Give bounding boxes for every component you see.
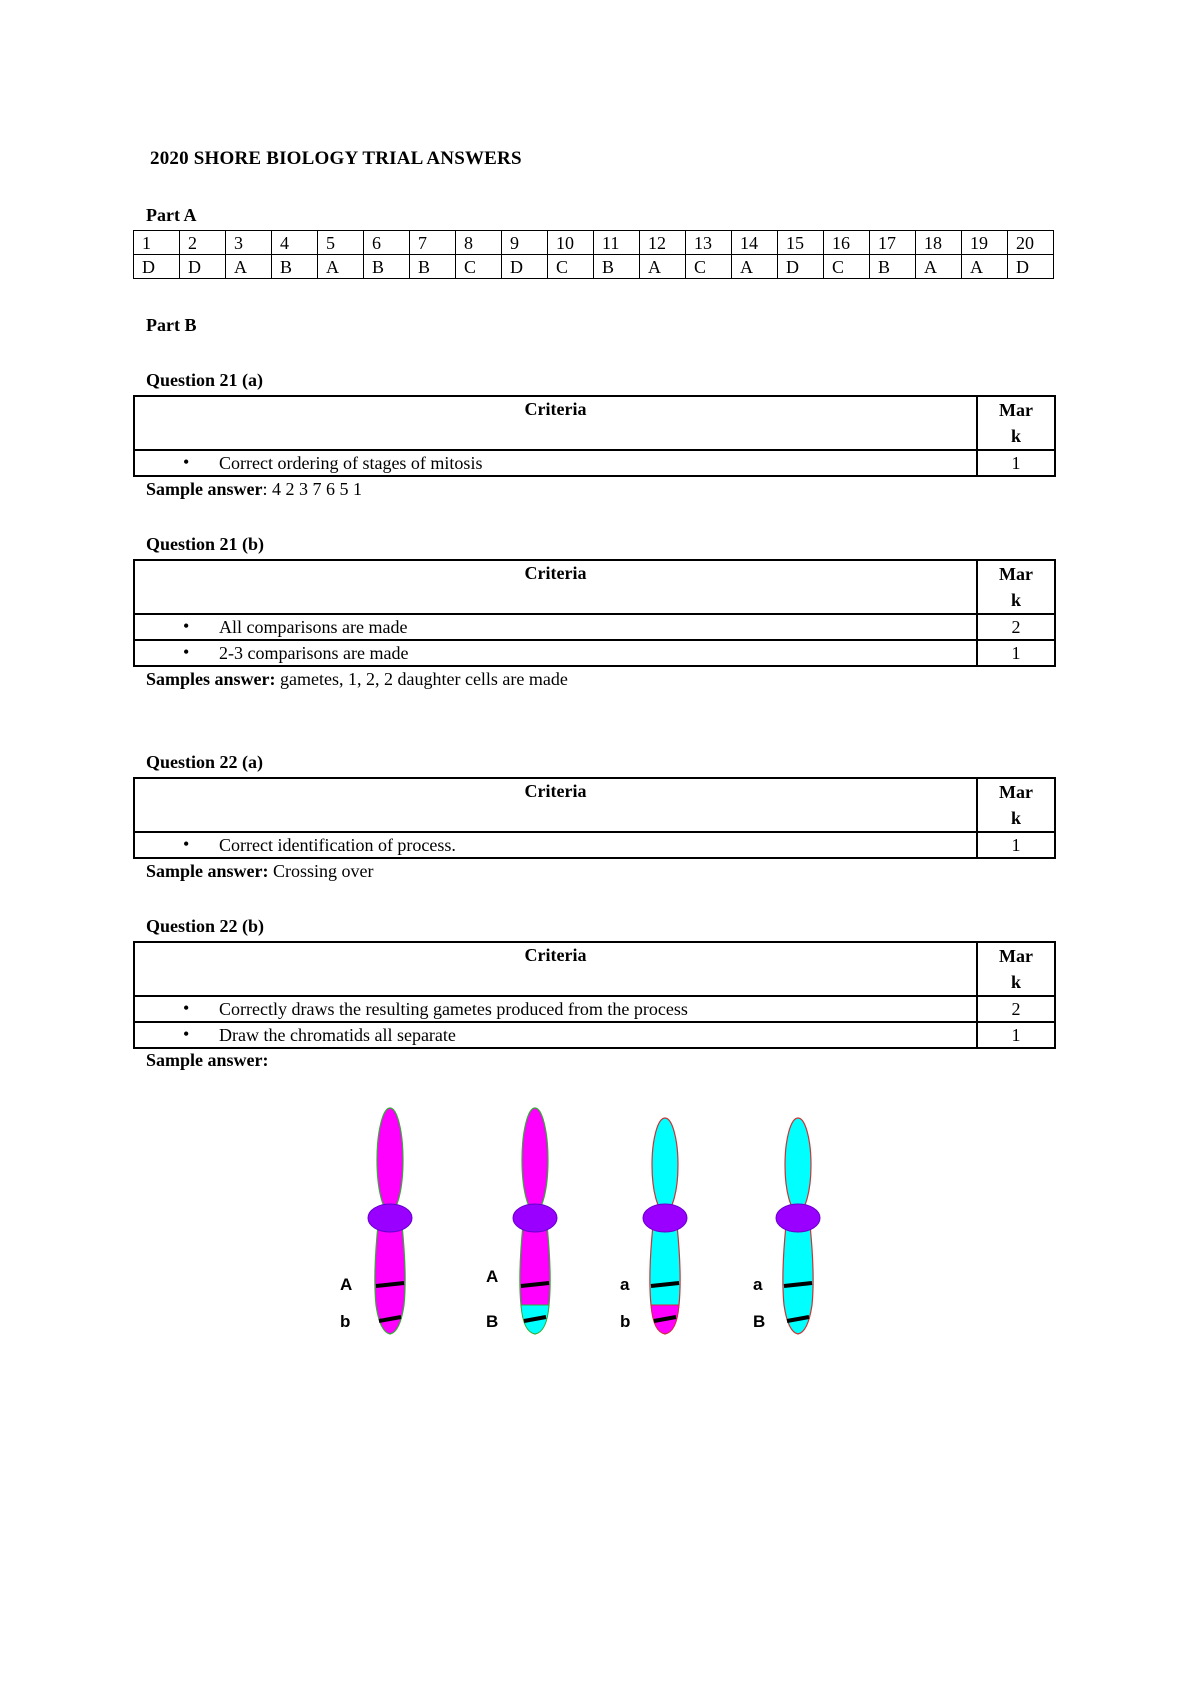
answer-cell: A	[916, 255, 962, 279]
criterion-text: Correct ordering of stages of mitosis	[219, 453, 483, 473]
part-a-answer-table	[133, 230, 1054, 279]
question-22a-criteria-table	[133, 777, 1056, 859]
criteria-header: Criteria	[134, 396, 977, 450]
answer-cell: C	[686, 255, 732, 279]
question-number-cell: 1	[134, 231, 180, 255]
question-number-cell: 16	[824, 231, 870, 255]
answer-cell: D	[134, 255, 180, 279]
answer-cell: D	[180, 255, 226, 279]
allele-label: B	[486, 1312, 499, 1331]
question-number-cell: 6	[364, 231, 410, 255]
answer-cell: B	[272, 255, 318, 279]
mark-value: 2	[977, 996, 1055, 1022]
answer-cell: B	[870, 255, 916, 279]
question-number-row	[134, 231, 1054, 255]
question-number-cell: 19	[962, 231, 1008, 255]
centromere	[368, 1204, 412, 1232]
question-22b-criteria-table	[133, 941, 1056, 1049]
question-21a-heading: Question 21 (a)	[146, 370, 263, 390]
question-21a-criteria-table	[133, 395, 1056, 477]
gametes-chromatid-diagram	[320, 1100, 840, 1350]
allele-label: a	[753, 1275, 763, 1294]
answer-cell: A	[732, 255, 778, 279]
answer-cell: D	[778, 255, 824, 279]
question-number-cell: 18	[916, 231, 962, 255]
criterion-text: Draw the chromatids all separate	[219, 1025, 456, 1045]
answer-cell: C	[824, 255, 870, 279]
answer-row	[134, 255, 1054, 279]
bullet: •	[183, 998, 190, 1018]
centromere	[513, 1204, 557, 1232]
criteria-row	[134, 996, 1055, 1022]
sample-answer-text: Crossing over	[268, 861, 374, 881]
question-number-cell: 8	[456, 231, 502, 255]
answer-cell: D	[1008, 255, 1054, 279]
mark-value: 1	[977, 1022, 1055, 1048]
allele-label: a	[620, 1275, 630, 1294]
centromere	[643, 1204, 687, 1232]
chromatid-1	[340, 1108, 412, 1334]
mark-header: Mar k	[977, 942, 1055, 996]
criterion-text: Correctly draws the resulting gametes produced from the process	[219, 999, 688, 1019]
answer-cell: A	[318, 255, 364, 279]
answer-cell: B	[410, 255, 456, 279]
question-number-cell: 17	[870, 231, 916, 255]
mark-value: 1	[977, 832, 1055, 858]
question-number-cell: 9	[502, 231, 548, 255]
bullet: •	[183, 834, 190, 854]
mark-value: 1	[977, 450, 1055, 476]
question-number-cell: 13	[686, 231, 732, 255]
allele-label: B	[753, 1312, 766, 1331]
question-21a-sample-answer	[146, 479, 362, 500]
question-number-cell: 20	[1008, 231, 1054, 255]
bullet: •	[183, 452, 190, 472]
question-number-cell: 7	[410, 231, 456, 255]
upper-arm	[652, 1118, 678, 1212]
question-number-cell: 10	[548, 231, 594, 255]
bullet: •	[183, 1024, 190, 1044]
question-number-cell: 15	[778, 231, 824, 255]
allele-label: b	[340, 1312, 351, 1331]
question-number-cell: 4	[272, 231, 318, 255]
answer-cell: B	[594, 255, 640, 279]
sample-answer-label: Sample answer:	[146, 861, 269, 881]
sample-answer-label: Sample answer	[146, 479, 263, 499]
mark-value: 1	[977, 640, 1055, 666]
question-22a-heading: Question 22 (a)	[146, 752, 263, 772]
allele-label: A	[340, 1275, 353, 1294]
answer-cell: C	[548, 255, 594, 279]
answer-cell: D	[502, 255, 548, 279]
sample-answer-label: Sample answer:	[146, 1050, 269, 1070]
criteria-header-row	[134, 942, 1055, 996]
question-22a-sample-answer	[146, 861, 374, 882]
mark-header: Mar k	[977, 560, 1055, 614]
question-number-cell: 11	[594, 231, 640, 255]
allele-label: A	[486, 1267, 499, 1286]
upper-arm	[522, 1108, 548, 1212]
criteria-row	[134, 1022, 1055, 1048]
question-22b-sample-answer	[146, 1050, 269, 1071]
criteria-header: Criteria	[134, 778, 977, 832]
question-21b-heading: Question 21 (b)	[146, 534, 265, 554]
mark-value: 2	[977, 614, 1055, 640]
centromere	[776, 1204, 820, 1232]
question-22b-heading: Question 22 (b)	[146, 916, 265, 936]
criteria-header: Criteria	[134, 942, 977, 996]
sample-answer-label: Samples answer:	[146, 669, 276, 689]
bullet: •	[183, 642, 190, 662]
bullet: •	[183, 616, 190, 636]
chromatid-4	[753, 1118, 820, 1334]
question-21b-criteria-table	[133, 559, 1056, 667]
mark-header: Mar k	[977, 396, 1055, 450]
criteria-row	[134, 832, 1055, 858]
criteria-header-row	[134, 778, 1055, 832]
criterion-text: Correct identification of process.	[219, 835, 456, 855]
question-number-cell: 2	[180, 231, 226, 255]
upper-arm	[785, 1118, 811, 1212]
question-number-cell: 5	[318, 231, 364, 255]
answer-cell: C	[456, 255, 502, 279]
mark-header: Mar k	[977, 778, 1055, 832]
upper-arm	[377, 1108, 403, 1212]
question-number-cell: 12	[640, 231, 686, 255]
chromatid-2	[486, 1108, 557, 1334]
question-number-cell: 14	[732, 231, 778, 255]
criteria-row	[134, 450, 1055, 476]
answer-cell: A	[640, 255, 686, 279]
question-number-cell: 3	[226, 231, 272, 255]
part-b-heading: Part B	[146, 315, 197, 335]
criteria-row	[134, 640, 1055, 666]
criteria-header-row	[134, 396, 1055, 450]
criterion-text: All comparisons are made	[219, 617, 408, 637]
criteria-header-row	[134, 560, 1055, 614]
criteria-header: Criteria	[134, 560, 977, 614]
chromatid-3	[620, 1118, 687, 1334]
answer-cell: B	[364, 255, 410, 279]
answer-cell: A	[226, 255, 272, 279]
criteria-row	[134, 614, 1055, 640]
document-title: 2020 SHORE BIOLOGY TRIAL ANSWERS	[150, 148, 522, 169]
part-a-heading: Part A	[146, 205, 197, 225]
criterion-text: 2-3 comparisons are made	[219, 643, 409, 663]
sample-answer-text: : 4 2 3 7 6 5 1	[262, 479, 363, 499]
question-21b-sample-answer	[146, 669, 568, 690]
sample-answer-text: gametes, 1, 2, 2 daughter cells are made	[275, 669, 568, 689]
allele-label: b	[620, 1312, 631, 1331]
answer-cell: A	[962, 255, 1008, 279]
